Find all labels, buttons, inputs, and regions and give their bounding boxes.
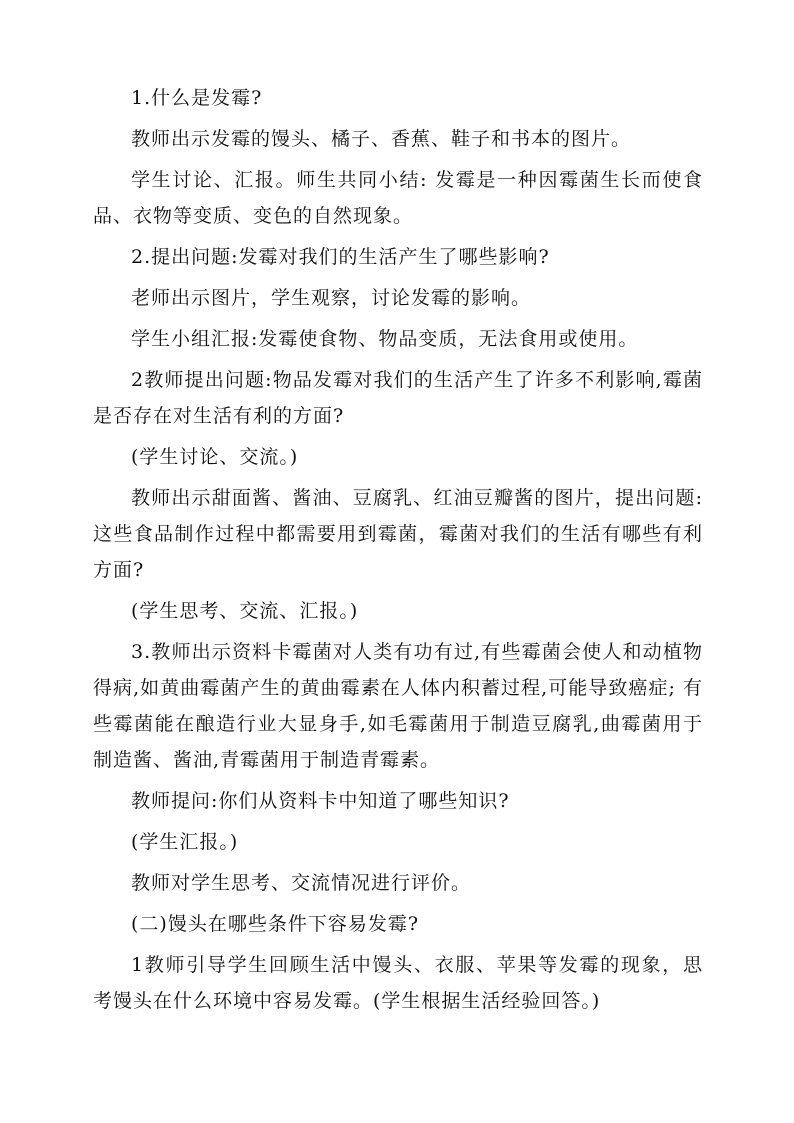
section-heading: (二)馒头在哪些条件下容易发霉? [131,913,420,935]
document-body [93,80,703,1019]
paragraph: 2教师提出问题:物品发霉对我们的生活产生了许多不利影响,霉菌是否存在对生活有利的方面? [93,369,703,427]
paragraph: 学生讨论、汇报。师生共同小结: 发霉是一种因霉菌生长而使食品、衣物等变质、变色的自然现象。 [93,169,703,227]
paragraph-question-1: 1.什么是发霉? [131,87,263,109]
paragraph: 教师提问:你们从资料卡中知道了哪些知识? [131,790,510,812]
paragraph: (学生汇报。) [131,831,239,853]
paragraph: 教师出示甜面酱、酱油、豆腐乳、红油豆瓣酱的图片，提出问题:这些食品制作过程中都需要用到霉菌，霉菌对我们的生活有哪些有利方面? [93,487,703,581]
paragraph: (学生思考、交流、汇报。) [131,600,359,622]
paragraph: 教师出示发霉的馒头、橘子、香蕉、鞋子和书本的图片。 [131,128,632,150]
paragraph: (学生讨论、交流。) [131,446,299,468]
paragraph: 1教师引导学生回顾生活中馒头、衣服、苹果等发霉的现象，思考馒头在什么环境中容易发霉。(学生根据生活经验回答。) [93,954,703,1012]
paragraph: 教师对学生思考、交流情况进行评价。 [131,872,472,894]
paragraph: 学生小组汇报:发霉使食物、物品变质，无法食用或使用。 [131,328,639,350]
paragraph-question-2: 2.提出问题:发霉对我们的生活产生了哪些影响? [131,246,550,268]
paragraph: 老师出示图片，学生观察，讨论发霉的影响。 [131,287,532,309]
paragraph-info-card: 3.教师出示资料卡霉菌对人类有功有过,有些霉菌会使人和动植物得病,如黄曲霉菌产生的黄曲霉素在人体内积蓄过程,可能导致癌症; 有些霉菌能在酿造行业大显身手,如毛霉菌用于制造豆腐乳,曲霉菌用于制造酱、酱油,青霉菌用于制造青霉素。 [93,641,703,771]
